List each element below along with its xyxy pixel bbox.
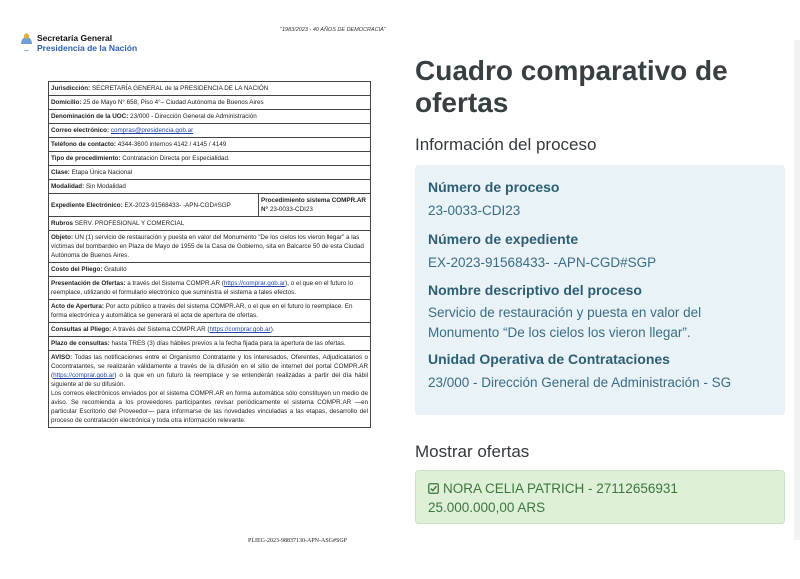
table-row: Teléfono de contacto: 4344-3600 internos 4142 / 4145 / 4149 — [49, 138, 371, 152]
table-row: Correo electrónico: compras@presidencia.gob.ar — [49, 124, 371, 138]
numero-expediente-value: EX-2023-91568433- -APN-CGD#SGP — [428, 255, 657, 270]
table-row: Consultas al Pliego: A través del Sistema COMPR.AR (https://comprar.gob.ar). — [49, 323, 371, 337]
numero-expediente-label: Número de expediente — [428, 231, 579, 247]
table-row: Rubros SERV. PROFESIONAL Y COMERCIAL — [49, 217, 371, 231]
page-title: Cuadro comparativo de ofertas — [415, 55, 728, 118]
table-row: Presentación de Ofertas: a través del Sistema COMPR.AR (https://comprar.gob.ar), o el que en el futuro lo reemplace, utilizando el formulario electrónico que suministra el sistema a tales efectos. — [49, 277, 371, 300]
unidad-operativa-label: Unidad Operativa de Contrataciones — [428, 351, 670, 367]
table-row: Costo del Pliego: Gratuito — [49, 263, 371, 277]
process-info-card — [415, 165, 785, 415]
process-data-table — [48, 81, 371, 428]
table-row: Plazo de consultas: hasta TRES (3) días hábiles previos a la fecha fijada para la apertura de las ofertas. — [49, 337, 371, 351]
coat-of-arms-icon — [20, 33, 33, 52]
comprar-link[interactable]: https://comprar.gob.ar — [223, 280, 286, 287]
offers-heading[interactable]: Mostrar ofertas — [415, 442, 530, 461]
info-heading: Información del proceso — [415, 135, 597, 154]
table-row: Clase: Etapa Única Nacional — [49, 166, 371, 180]
offer-item[interactable] — [415, 470, 785, 524]
numero-proceso-value: 23-0033-CDI23 — [428, 203, 521, 218]
table-row: Tipo de procedimiento: Contratación Directa por Especialidad. — [49, 152, 371, 166]
unidad-operativa-value: 23/000 - Dirección General de Administración - SG — [428, 375, 732, 390]
secretaria-logo — [20, 33, 137, 53]
comprar-link[interactable]: https://comprar.gob.ar — [209, 326, 271, 333]
table-row: Acto de Apertura: Por acto público a través del sistema COMPR.AR, o el que en el futuro lo reemplace. En forma electrónica y automática se generará el acta de apertura de ofertas. — [49, 300, 371, 323]
motto-text: "1983/2023 - 40 AÑOS DE DEMOCRACIA" — [280, 27, 386, 33]
pliego-document — [0, 0, 395, 579]
table-row: Objeto: UN (1) servicio de restauración y puesta en valor del Monumento "De los cielos los vieron llegar" a las víctimas del bombardeo en Plaza de Mayo de 1955 de la Casa de Gobierno, sita en Balcarce 50 de esta Ciudad Autónoma de Buenos Aires. — [49, 231, 371, 263]
table-row: AVISO: Todas las notificaciones entre el Organismo Contratante y los interesados, Oferentes, Adjudicatarios o Cocontratantes, se realizarán válidamente a través de la difusión en el sitio de internet del portal COMPR.AR (https://comprar.gob.ar) o la que en un futuro la reemplace y se entenderán realizadas a partir del día hábil siguiente al de su difusión. Los correos electrónicos enviados por el sistema COMPR.AR en forma automática sólo constituyen un medio de aviso. Se recomienda a los proveedores participantes revisar periódicamente el sistema COMPR.AR —en particular Escritorio del Proveedor— para informarse de las novedades vinculadas a las etapas, desarrollo del proceso de contratación electrónica y toda otra información relevante. — [49, 351, 371, 428]
table-row: Domicilio: 25 de Mayo N° 658, Piso 4°– Ciudad Autónoma de Buenos Aires — [49, 96, 371, 110]
table-row: Jurisdicción: SECRETARÍA GENERAL de la PRESIDENCIA DE LA NACIÓN — [49, 82, 371, 96]
table-row: Modalidad: Sin Modalidad — [49, 180, 371, 194]
offer-amount: 25.000.000,00 ARS — [428, 500, 546, 515]
table-row: Expediente Electrónico: EX-2023-91568433- -APN-CGD#SGP Procedimiento sistema COMPR.AR N° 23-0033-CDI23 — [49, 194, 371, 217]
email-link[interactable]: compras@presidencia.gob.ar — [110, 127, 194, 134]
offers-panel — [395, 0, 800, 579]
scrollbar[interactable] — [794, 40, 800, 540]
check-square-icon — [428, 483, 439, 494]
logo-line1: Secretaría General — [37, 33, 113, 43]
numero-proceso-label: Número de proceso — [428, 179, 560, 195]
document-footer-id: PLIEG-2023-98837130-APN-ASG#SGP — [248, 538, 348, 544]
comprar-link[interactable]: https://comprar.gob.ar — [53, 372, 115, 379]
nombre-descriptivo-value: Servicio de restauración y puesta en valor del Monumento “De los cielos los vieron llegar”. — [428, 305, 702, 340]
nombre-descriptivo-label: Nombre descriptivo del proceso — [428, 282, 642, 298]
offer-supplier: NORA CELIA PATRICH - 27112656931 — [443, 481, 678, 496]
logo-line2: Presidencia de la Nación — [37, 43, 138, 53]
table-row: Denominación de la UOC: 23/000 - Dirección General de Administración — [49, 110, 371, 124]
